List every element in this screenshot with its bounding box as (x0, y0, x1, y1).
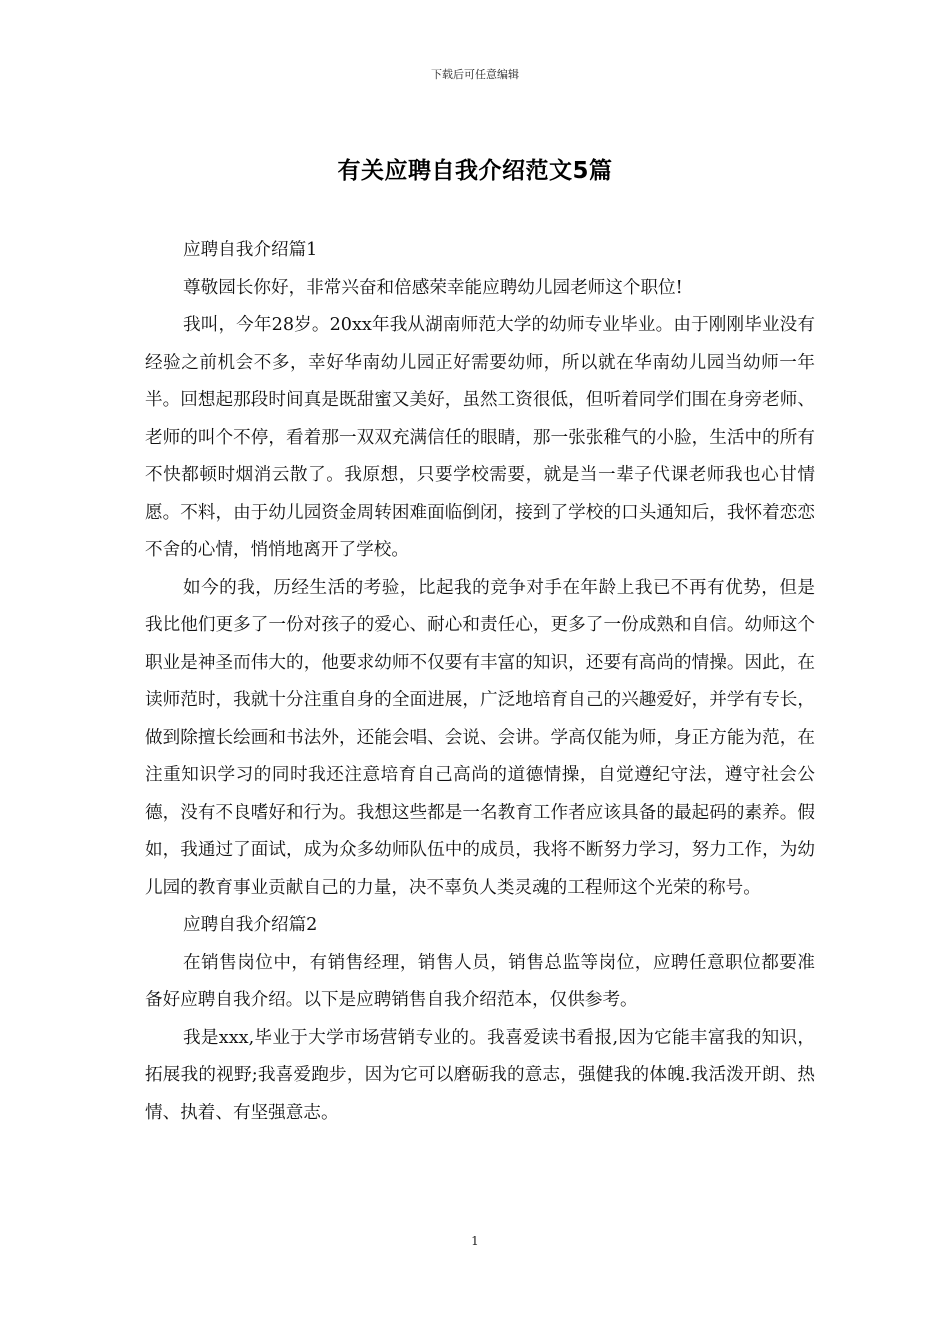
header-note: 下载后可任意编辑 (431, 68, 519, 81)
section-heading: 应聘自我介绍篇1 (183, 240, 318, 260)
paragraph: 在销售岗位中，有销售经理，销售人员，销售总监等岗位，应聘任意职位都要准备好应聘自我介绍。以下是应聘销售自我介绍范本，仅供参考。 (145, 952, 815, 1010)
paragraph: 如今的我，历经生活的考验，比起我的竞争对手在年龄上我已不再有优势，但是我比他们更多了一份对孩子的爱心、耐心和责任心，更多了一份成熟和自信。幼师这个职业是神圣而伟大的，他要求幼师不仅要有丰富的知识，还要有高尚的情操。因此，在读师范时，我就十分注重自身的全面进展，广泛地培育自己的兴趣爱好，并学有专长，做到除擅长绘画和书法外，还能会唱、会说、会讲。学高仅能为师，身正方能为范，在注重知识学习的同时我还注意培育自己高尚的道德情操，自觉遵纪守法，遵守社会公德，没有不良嗜好和行为。我想这些都是一名教育工作者应该具备的最起码的素养。假如，我通过了面试，成为众多幼师队伍中的成员，我将不断努力学习，努力工作，为幼儿园的教育事业贡献自己的力量，决不辜负人类灵魂的工程师这个光荣的称号。 (145, 577, 815, 898)
document-body (145, 232, 815, 1132)
document-title: 有关应聘自我介绍范文5篇 (337, 158, 613, 184)
paragraph: 尊敬园长你好，非常兴奋和倍感荣幸能应聘幼儿园老师这个职位! (183, 277, 683, 298)
paragraph: 我是xxx,毕业于大学市场营销专业的。我喜爱读书看报,因为它能丰富我的知识，拓展我的视野;我喜爱跑步，因为它可以磨砺我的意志，强健我的体魄.我活泼开朗、热情、执着、有坚强意志。 (145, 1027, 815, 1123)
page-number: 1 (471, 1234, 479, 1248)
section-heading: 应聘自我介绍篇2 (183, 915, 318, 935)
paragraph: 我叫，今年28岁。20xx年我从湖南师范大学的幼师专业毕业。由于刚刚毕业没有经验之前机会不多，幸好华南幼儿园正好需要幼师，所以就在华南幼儿园当幼师一年半。回想起那段时间真是既甜蜜又美好，虽然工资很低，但听着同学们围在身旁老师、老师的叫个不停，看着那一双双充满信任的眼睛，那一张张稚气的小脸，生活中的所有不快都顿时烟消云散了。我原想，只要学校需要，就是当一辈子代课老师我也心甘情愿。不料，由于幼儿园资金周转困难面临倒闭，接到了学校的口头通知后，我怀着恋恋不舍的心情，悄悄地离开了学校。 (145, 315, 815, 560)
